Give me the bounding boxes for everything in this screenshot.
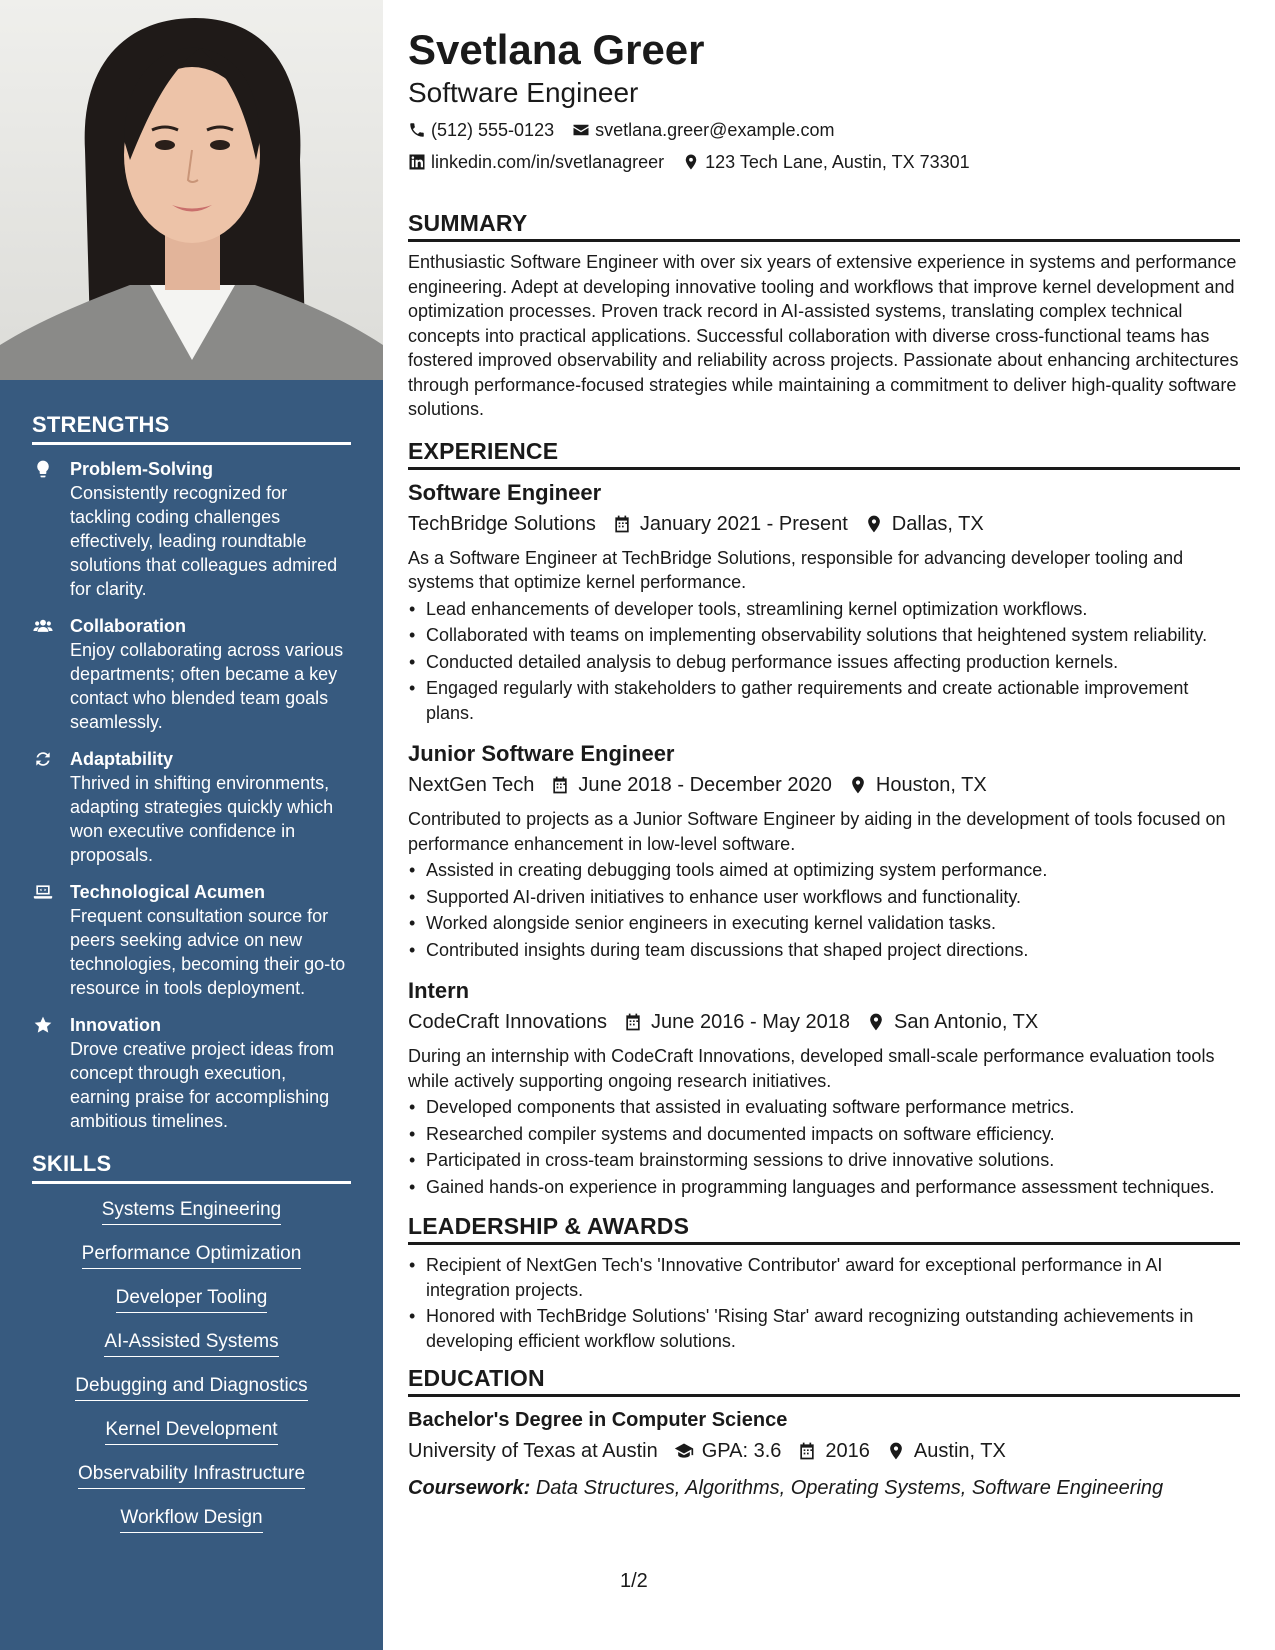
dates-text: January 2021 - Present — [639, 512, 848, 535]
map-pin-icon — [682, 153, 700, 171]
job-bullets — [408, 858, 1240, 962]
phone-contact — [408, 114, 554, 146]
bullet-item: • Contributed insights during team discussions that shaped project directions. — [408, 938, 1240, 963]
strength-title: Problem-Solving — [70, 459, 214, 479]
calendar-icon — [797, 1441, 817, 1461]
bullet-item: • Worked alongside senior engineers in executing kernel validation tasks. — [408, 911, 1240, 936]
lightbulb-icon — [32, 457, 70, 601]
job-description: During an internship with CodeCraft Innovations, developed small-scale performance evaluation tools while actively supporting ongoing research initiatives. — [408, 1046, 1215, 1091]
skill-label: Performance Optimization — [82, 1242, 302, 1269]
degree-title: Bachelor's Degree in Computer Science — [408, 1409, 788, 1431]
company: TechBridge Solutions — [408, 512, 596, 535]
job-role: Intern — [408, 978, 470, 1003]
job-entry — [408, 976, 1240, 1199]
job-role: Junior Software Engineer — [408, 741, 675, 766]
page-number: 1/2 — [620, 1570, 648, 1592]
skill-item — [32, 1242, 351, 1269]
job-description: Contributed to projects as a Junior Software Engineer by aiding in the development of tools focused on performance enhancement in low-level software. — [408, 809, 1226, 854]
location-text: Dallas, TX — [891, 512, 984, 535]
address-contact — [682, 146, 970, 178]
company: CodeCraft Innovations — [408, 1011, 608, 1033]
refresh-icon — [32, 747, 70, 867]
gpa — [674, 1435, 782, 1467]
candidate-name: Svetlana Greer — [408, 26, 705, 73]
awards-heading: LEADERSHIP & AWARDS — [408, 1213, 1240, 1245]
strength-description: Thrived in shifting environments, adapting strategies quickly which won executive confidence in proposals. — [70, 773, 334, 865]
skills-list — [32, 1198, 351, 1533]
education-heading: EDUCATION — [408, 1365, 1240, 1397]
contact-row — [408, 114, 1240, 146]
job-dates — [623, 1006, 850, 1038]
map-pin-icon — [848, 775, 868, 795]
star-icon — [32, 1013, 70, 1133]
graduation-year — [797, 1435, 870, 1467]
map-pin-icon — [866, 1012, 886, 1032]
envelope-icon — [572, 121, 590, 139]
sidebar-content — [32, 412, 351, 1550]
skill-label: Observability Infrastructure — [78, 1462, 305, 1489]
job-bullets — [408, 597, 1240, 726]
job-entry — [408, 739, 1240, 962]
bullet-item: • Participated in cross-team brainstorming sessions to drive innovative solutions. — [408, 1148, 1240, 1173]
job-meta — [408, 1006, 1240, 1038]
linkedin-contact[interactable] — [408, 146, 664, 178]
job-dates — [550, 769, 832, 801]
skill-item — [32, 1374, 351, 1401]
bullet-item: • Conducted detailed analysis to debug performance issues affecting production kernels. — [408, 650, 1240, 675]
job-meta — [408, 508, 1240, 540]
skill-item — [32, 1506, 351, 1533]
job-dates — [612, 508, 848, 540]
skill-label: Workflow Design — [120, 1506, 262, 1533]
calendar-icon — [550, 775, 570, 795]
skill-item — [32, 1286, 351, 1313]
skill-label: Debugging and Diagnostics — [75, 1374, 307, 1401]
strength-item — [32, 1013, 351, 1133]
bullet-item: • Gained hands-on experience in programming languages and performance assessment techniques. — [408, 1175, 1240, 1200]
skill-item — [32, 1198, 351, 1225]
bullet-item: • Assisted in creating debugging tools aimed at optimizing system performance. — [408, 858, 1240, 883]
job-location — [848, 769, 987, 801]
users-icon — [32, 614, 70, 734]
experience-heading: EXPERIENCE — [408, 438, 1240, 470]
strengths-heading: STRENGTHS — [32, 412, 351, 445]
strength-item — [32, 457, 351, 601]
location-text: Houston, TX — [875, 774, 987, 796]
bullet-item: • Researched compiler systems and documented impacts on software efficiency. — [408, 1122, 1240, 1147]
skill-label: AI-Assisted Systems — [104, 1330, 278, 1357]
skill-label: Systems Engineering — [102, 1198, 282, 1225]
strength-item — [32, 747, 351, 867]
education-meta — [408, 1435, 1240, 1467]
award-item: • Recipient of NextGen Tech's 'Innovative Contributor' award for exceptional performance in AI integration projects. — [408, 1253, 1240, 1302]
job-meta — [408, 769, 1240, 801]
graduation-cap-icon — [674, 1441, 694, 1461]
coursework — [408, 1473, 1240, 1503]
gpa-text: GPA: 3.6 — [701, 1440, 782, 1462]
job-location — [864, 508, 984, 540]
skill-item — [32, 1462, 351, 1489]
job-location — [866, 1006, 1038, 1038]
dates-text: June 2018 - December 2020 — [578, 774, 832, 796]
address-text: 123 Tech Lane, Austin, TX 73301 — [705, 152, 970, 172]
bullet-item: • Lead enhancements of developer tools, streamlining kernel optimization workflows. — [408, 597, 1240, 622]
dates-text: June 2016 - May 2018 — [651, 1011, 851, 1033]
summary-heading: SUMMARY — [408, 210, 1240, 242]
phone-icon — [408, 121, 426, 139]
skill-label: Kernel Development — [105, 1418, 277, 1445]
strength-title: Adaptability — [70, 749, 174, 769]
strength-description: Frequent consultation source for peers seeking advice on new technologies, becoming their go-to resource in tools deployment. — [70, 906, 346, 998]
coursework-label: Coursework: — [408, 1477, 531, 1499]
sidebar — [0, 0, 383, 1650]
award-item: • Honored with TechBridge Solutions' 'Rising Star' award recognizing outstanding achievements in developing efficient workflow solutions. — [408, 1304, 1240, 1353]
school: University of Texas at Austin — [408, 1440, 658, 1462]
job-entry — [408, 478, 1240, 726]
linkedin-text[interactable]: linkedin.com/in/svetlanagreer — [431, 152, 665, 172]
job-description: As a Software Engineer at TechBridge Solutions, responsible for advancing developer tooling and systems that optimize kernel performance. — [408, 547, 1184, 592]
email-contact[interactable] — [572, 114, 834, 146]
location-text: Austin, TX — [913, 1440, 1006, 1462]
strength-title: Innovation — [70, 1015, 161, 1035]
company: NextGen Tech — [408, 774, 535, 796]
laptop-code-icon — [32, 880, 70, 1000]
map-pin-icon — [886, 1441, 906, 1461]
profile-photo — [0, 0, 383, 380]
skill-item — [32, 1418, 351, 1445]
candidate-title: Software Engineer — [408, 77, 639, 108]
map-pin-icon — [864, 514, 884, 534]
skill-item — [32, 1330, 351, 1357]
coursework-text: Data Structures, Algorithms, Operating Systems, Software Engineering — [535, 1477, 1164, 1499]
strength-title: Collaboration — [70, 616, 186, 636]
bullet-item: • Supported AI-driven initiatives to enhance user workflows and functionality. — [408, 885, 1240, 910]
location-text: San Antonio, TX — [894, 1011, 1039, 1033]
bullet-item: • Developed components that assisted in evaluating software performance metrics. — [408, 1095, 1240, 1120]
bullet-item: • Engaged regularly with stakeholders to gather requirements and create actionable improvement plans. — [408, 676, 1240, 725]
job-role: Software Engineer — [408, 479, 602, 505]
awards-list — [408, 1253, 1240, 1353]
email-text[interactable]: svetlana.greer@example.com — [595, 120, 835, 140]
calendar-icon — [612, 514, 632, 534]
skill-label: Developer Tooling — [116, 1286, 268, 1313]
education-location — [886, 1435, 1006, 1467]
bullet-item: • Collaborated with teams on implementing observability solutions that heightened system reliability. — [408, 623, 1240, 648]
job-bullets — [408, 1095, 1240, 1199]
main-content — [408, 24, 1240, 1503]
calendar-icon — [623, 1012, 643, 1032]
year-text: 2016 — [825, 1440, 870, 1462]
summary-text: Enthusiastic Software Engineer with over six years of extensive experience in systems and performance engineering. Adept at developing innovative tooling and workflows that improve kernel development and optimization processes. Proven track record in AI-assisted systems, translating complex technical concepts into practical applications. Successful collaboration with diverse cross-functional teams has fostered improved observability and reliability across projects. Passionate about enhancing architectures through performance-focused strategies while maintaining a commitment to deliver high-quality software solutions. — [408, 252, 1239, 419]
skills-heading: SKILLS — [32, 1151, 351, 1184]
contact-row — [408, 146, 1240, 178]
strength-description: Drove creative project ideas from concept through execution, earning praise for accomplishing ambitious timelines. — [70, 1039, 335, 1131]
strength-description: Consistently recognized for tackling coding challenges effectively, leading roundtable solutions that colleagues admired for clarity. — [70, 483, 338, 599]
linkedin-icon — [408, 153, 426, 171]
strength-item — [32, 880, 351, 1000]
strength-description: Enjoy collaborating across various departments; often became a key contact who blended team goals seamlessly. — [70, 640, 344, 732]
strength-title: Technological Acumen — [70, 882, 266, 902]
strength-item — [32, 614, 351, 734]
phone-text: (512) 555-0123 — [431, 120, 555, 140]
